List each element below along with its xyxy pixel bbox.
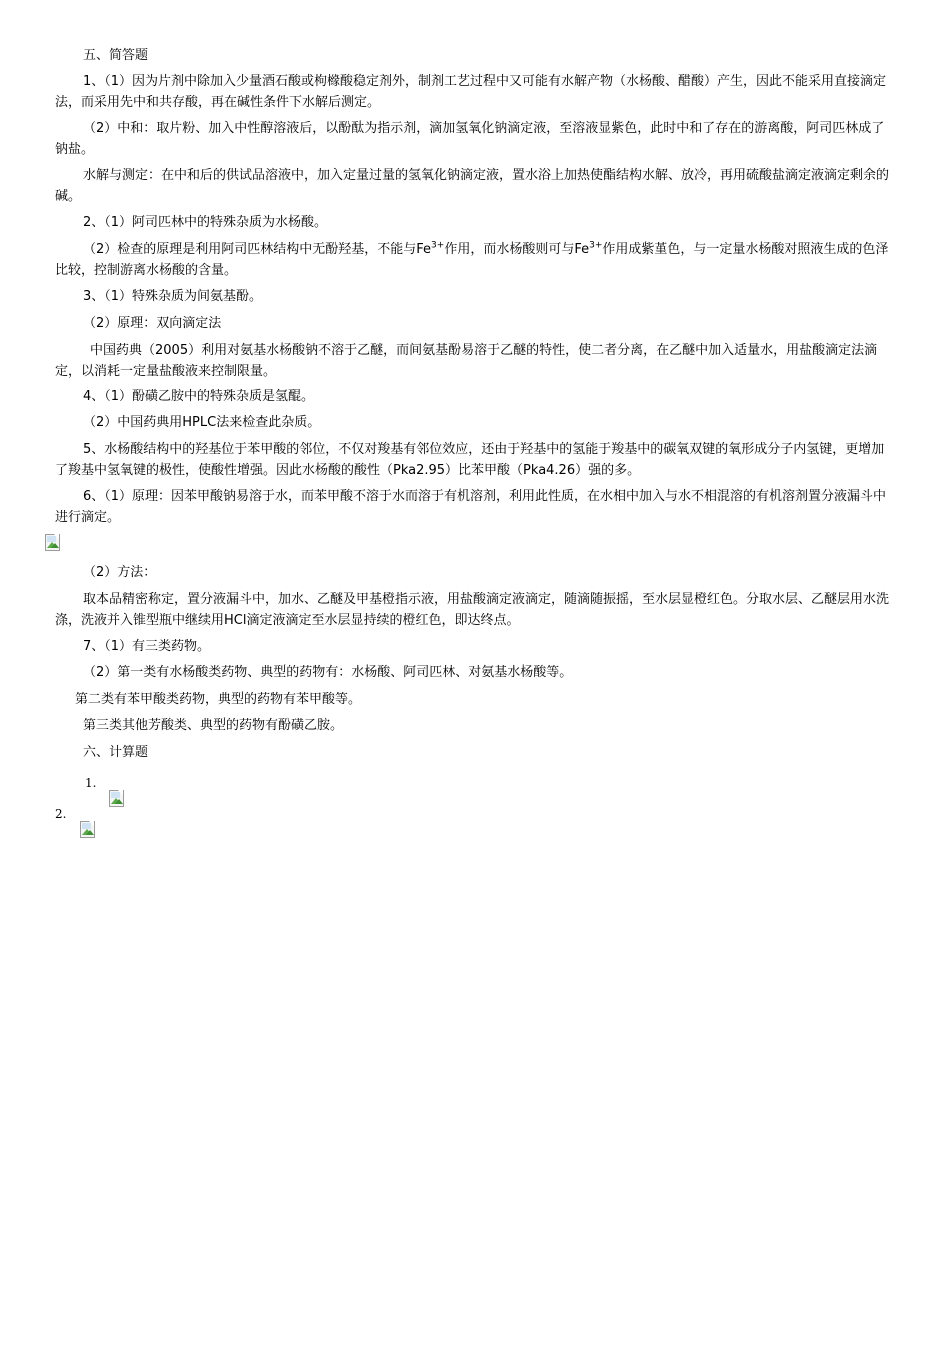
answer-7-part-2: （2）第一类有水杨酸类药物、典型的药物有：水杨酸、阿司匹林、对氨基水杨酸等。 — [83, 665, 573, 680]
answer-7-part-4: 第三类其他芳酸类、典型的药物有酚磺乙胺。 — [83, 718, 344, 733]
answer-4-part-1: 4、（1）酚磺乙胺中的特殊杂质是氢醌。 — [83, 389, 315, 404]
answer-2-part-1: 2、（1）阿司匹林中的特殊杂质为水杨酸。 — [83, 215, 328, 230]
answer-1-part-1: 1、（1）因为片剂中除加入少量酒石酸或枸橼酸稳定剂外，制剂工艺过程中又可能有水解产物（水杨酸、醋酸）产生，因此不能采用直接滴定法，而采用先中和共存酸，再在碱性条件下水解后测定。 — [55, 74, 887, 110]
answer-3-part-1: 3、（1）特殊杂质为间氨基酚。 — [83, 289, 263, 304]
answer-4-part-2: （2）中国药典用HPLC法来检查此杂质。 — [83, 415, 321, 430]
superscript-charge: 3+ — [589, 240, 603, 251]
answer-6-part-1: 6、（1）原理：因苯甲酸钠易溶于水，而苯甲酸不溶于水而溶于有机溶剂，利用此性质，在水相中加入与水不相混溶的有机溶剂置分液漏斗中进行滴定。 — [55, 489, 887, 525]
answer-2-text-c: 作用成紫堇色，与一定量水杨酸对照液生成的色泽比较，控制游离水杨酸的含量。 — [55, 242, 889, 278]
broken-image-icon — [80, 821, 96, 839]
answer-1-part-2: （2）中和：取片粉、加入中性醇溶液后，以酚酞为指示剂，滴加氢氧化钠滴定液，至溶液显紫色，此时中和了存在的游离酸，阿司匹林成了钠盐。 — [55, 121, 885, 157]
answer-3-part-3: 中国药典（2005）利用对氨基水杨酸钠不溶于乙醚，而间氨基酚易溶于乙醚的特性，使二者分离，在乙醚中加入适量水，用盐酸滴定法滴定，以消耗一定量盐酸液来控制限量。 — [55, 343, 878, 379]
calc-item-2-label: 2. — [55, 807, 67, 821]
answer-3-part-2: （2）原理：双向滴定法 — [83, 316, 222, 331]
answer-6-part-3: 取本品精密称定，置分液漏斗中，加水、乙醚及甲基橙指示液，用盐酸滴定液滴定，随滴随振摇，至水层显橙红色。分取水层、乙醚层用水洗涤，洗液并入锥型瓶中继续用HCl滴定液滴定至水层显持续的橙红色，即达终点。 — [55, 592, 890, 628]
answer-2-part-2 — [55, 240, 895, 281]
answer-5: 5、水杨酸结构中的羟基位于苯甲酸的邻位，不仅对羧基有邻位效应，还由于羟基中的氢能于羧基中的碳氧双键的氧形成分子内氢键，更增加了羧基中氢氧键的极性，使酸性增强。因此水杨酸的酸性（Pka2.95）比苯甲酸（Pka4.26）强的多。 — [55, 442, 885, 478]
answer-7-part-1: 7、（1）有三类药物。 — [83, 639, 211, 654]
answer-6-part-2: （2）方法： — [83, 565, 157, 580]
superscript-charge: 3+ — [431, 240, 445, 251]
section-heading-short-answer: 五、简答题 — [83, 48, 149, 63]
calc-item-1-label: 1. — [85, 776, 97, 790]
answer-1-part-3: 水解与测定：在中和后的供试品溶液中，加入定量过量的氢氧化钠滴定液，置水浴上加热使酯结构水解、放冷，再用硫酸盐滴定液滴定剩余的碱。 — [55, 168, 890, 204]
answer-2-text-b: 作用，而水杨酸则可与Fe — [444, 242, 590, 257]
section-heading-calculation: 六、计算题 — [83, 745, 149, 760]
answer-2-text-a: （2）检查的原理是利用阿司匹林结构中无酚羟基，不能与Fe — [83, 242, 432, 257]
broken-image-icon — [45, 534, 61, 552]
answer-7-part-3: 第二类有苯甲酸类药物，典型的药物有苯甲酸等。 — [75, 692, 362, 707]
broken-image-icon — [109, 790, 125, 808]
